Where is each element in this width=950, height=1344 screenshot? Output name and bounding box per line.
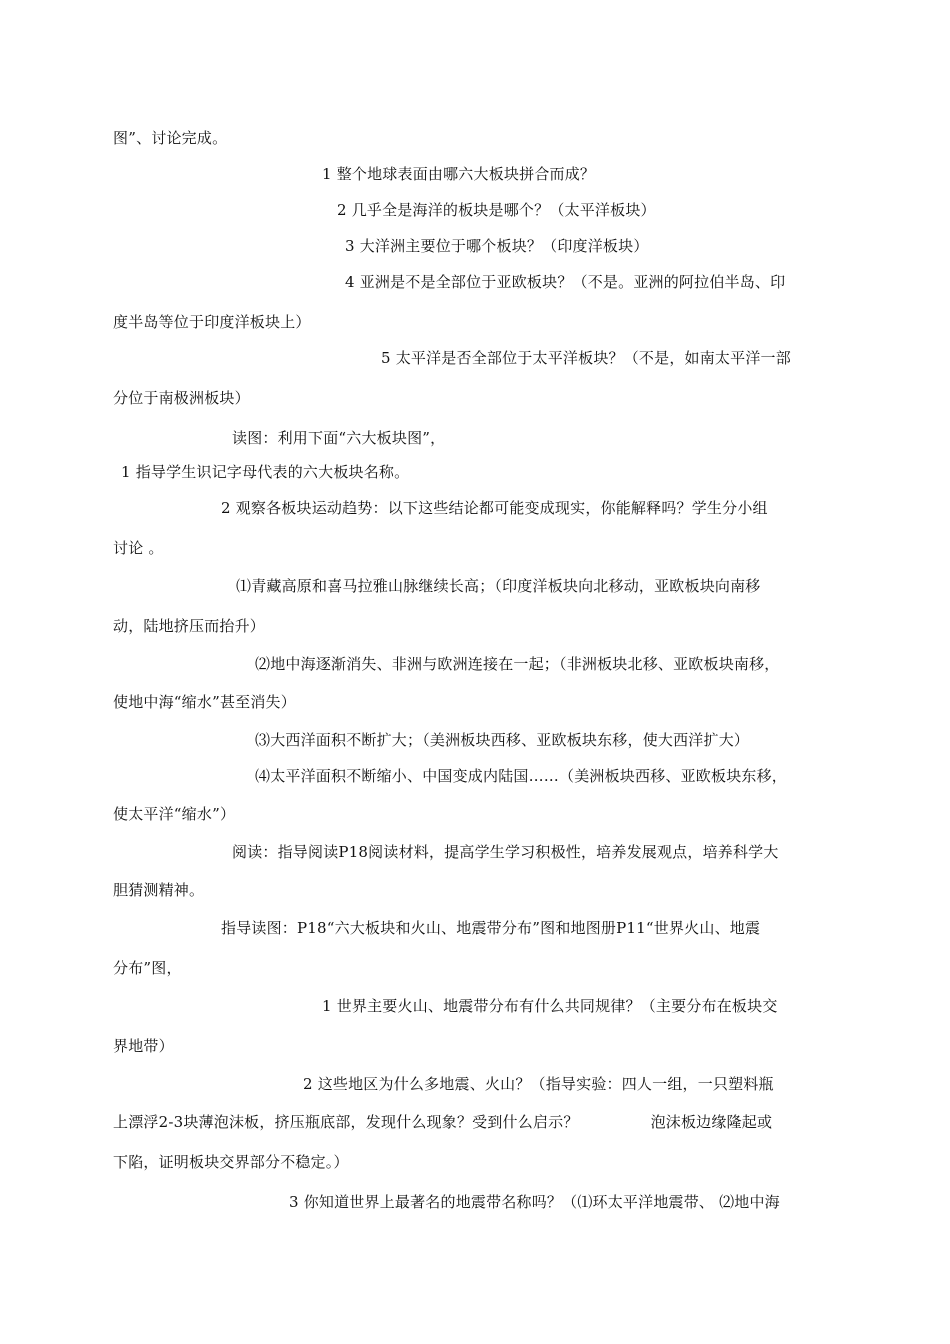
text-line: 读图：利用下面“六大板块图”， bbox=[232, 429, 446, 447]
text-line: ⑶大西洋面积不断扩大；（美洲板块西移、亚欧板块东移，使大西洋扩大） bbox=[255, 731, 750, 749]
text-line: 分位于南极洲板块） bbox=[113, 389, 250, 407]
text-line: 指导读图：P18“六大板块和火山、地震带分布”图和地图册P11“世界火山、地震 bbox=[221, 919, 761, 937]
text-line: ⑷太平洋面积不断缩小、中国变成内陆国……（美洲板块西移、亚欧板块东移， bbox=[255, 767, 788, 785]
text-line: 1 整个地球表面由哪六大板块拼合而成？ bbox=[322, 165, 596, 183]
text-line: 1 指导学生识记字母代表的六大板块名称。 bbox=[121, 463, 410, 481]
text-line: 胆猜测精神。 bbox=[113, 881, 205, 899]
text-line: 界地带） bbox=[113, 1037, 174, 1055]
text-line: 5 太平洋是否全部位于太平洋板块？（不是，如南太平洋一部 bbox=[381, 349, 791, 367]
text-line bbox=[113, 1112, 772, 1132]
text-line: 使地中海“缩水”甚至消失） bbox=[113, 693, 296, 711]
text-segment: 上漂浮2-3块薄泡沫板，挤压瓶底部，发现什么现象？受到什么启示？ bbox=[113, 1113, 579, 1131]
text-line: 使太平洋“缩水”） bbox=[113, 805, 236, 823]
text-line: 动，陆地挤压而抬升） bbox=[113, 617, 266, 635]
text-line: 4 亚洲是不是全部位于亚欧板块？（不是。亚洲的阿拉伯半岛、印 bbox=[345, 273, 786, 291]
text-line: 3 你知道世界上最著名的地震带名称吗？（⑴环太平洋地震带、 ⑵地中海 bbox=[289, 1193, 780, 1211]
text-line: 2 观察各板块运动趋势：以下这些结论都可能变成现实，你能解释吗？学生分小组 bbox=[221, 499, 768, 517]
text-line: 图”、讨论完成。 bbox=[113, 129, 228, 147]
text-segment: 泡沫板边缘隆起或 bbox=[650, 1113, 773, 1131]
text-line: ⑵地中海逐渐消失、非洲与欧洲连接在一起；（非洲板块北移、亚欧板块南移， bbox=[255, 655, 780, 673]
text-line: 下陷，证明板块交界部分不稳定。） bbox=[113, 1153, 349, 1171]
text-line: 阅读：指导阅读P18阅读材料，提高学生学习积极性，培养发展观点，培养科学大 bbox=[232, 843, 779, 861]
text-line: 度半岛等位于印度洋板块上） bbox=[113, 313, 311, 331]
text-line: 分布”图， bbox=[113, 959, 182, 977]
text-line: 2 几乎全是海洋的板块是哪个？（太平洋板块） bbox=[337, 201, 656, 219]
text-line: 3 大洋洲主要位于哪个板块？（印度洋板块） bbox=[345, 237, 649, 255]
text-line: ⑴青藏高原和喜马拉雅山脉继续长高；（印度洋板块向北移动，亚欧板块向南移 bbox=[236, 577, 761, 595]
text-line: 2 这些地区为什么多地震、火山？（指导实验：四人一组，一只塑料瓶 bbox=[303, 1075, 774, 1093]
text-line: 1 世界主要火山、地震带分布有什么共同规律？（主要分布在板块交 bbox=[322, 997, 778, 1015]
text-line: 讨论 。 bbox=[113, 539, 164, 557]
